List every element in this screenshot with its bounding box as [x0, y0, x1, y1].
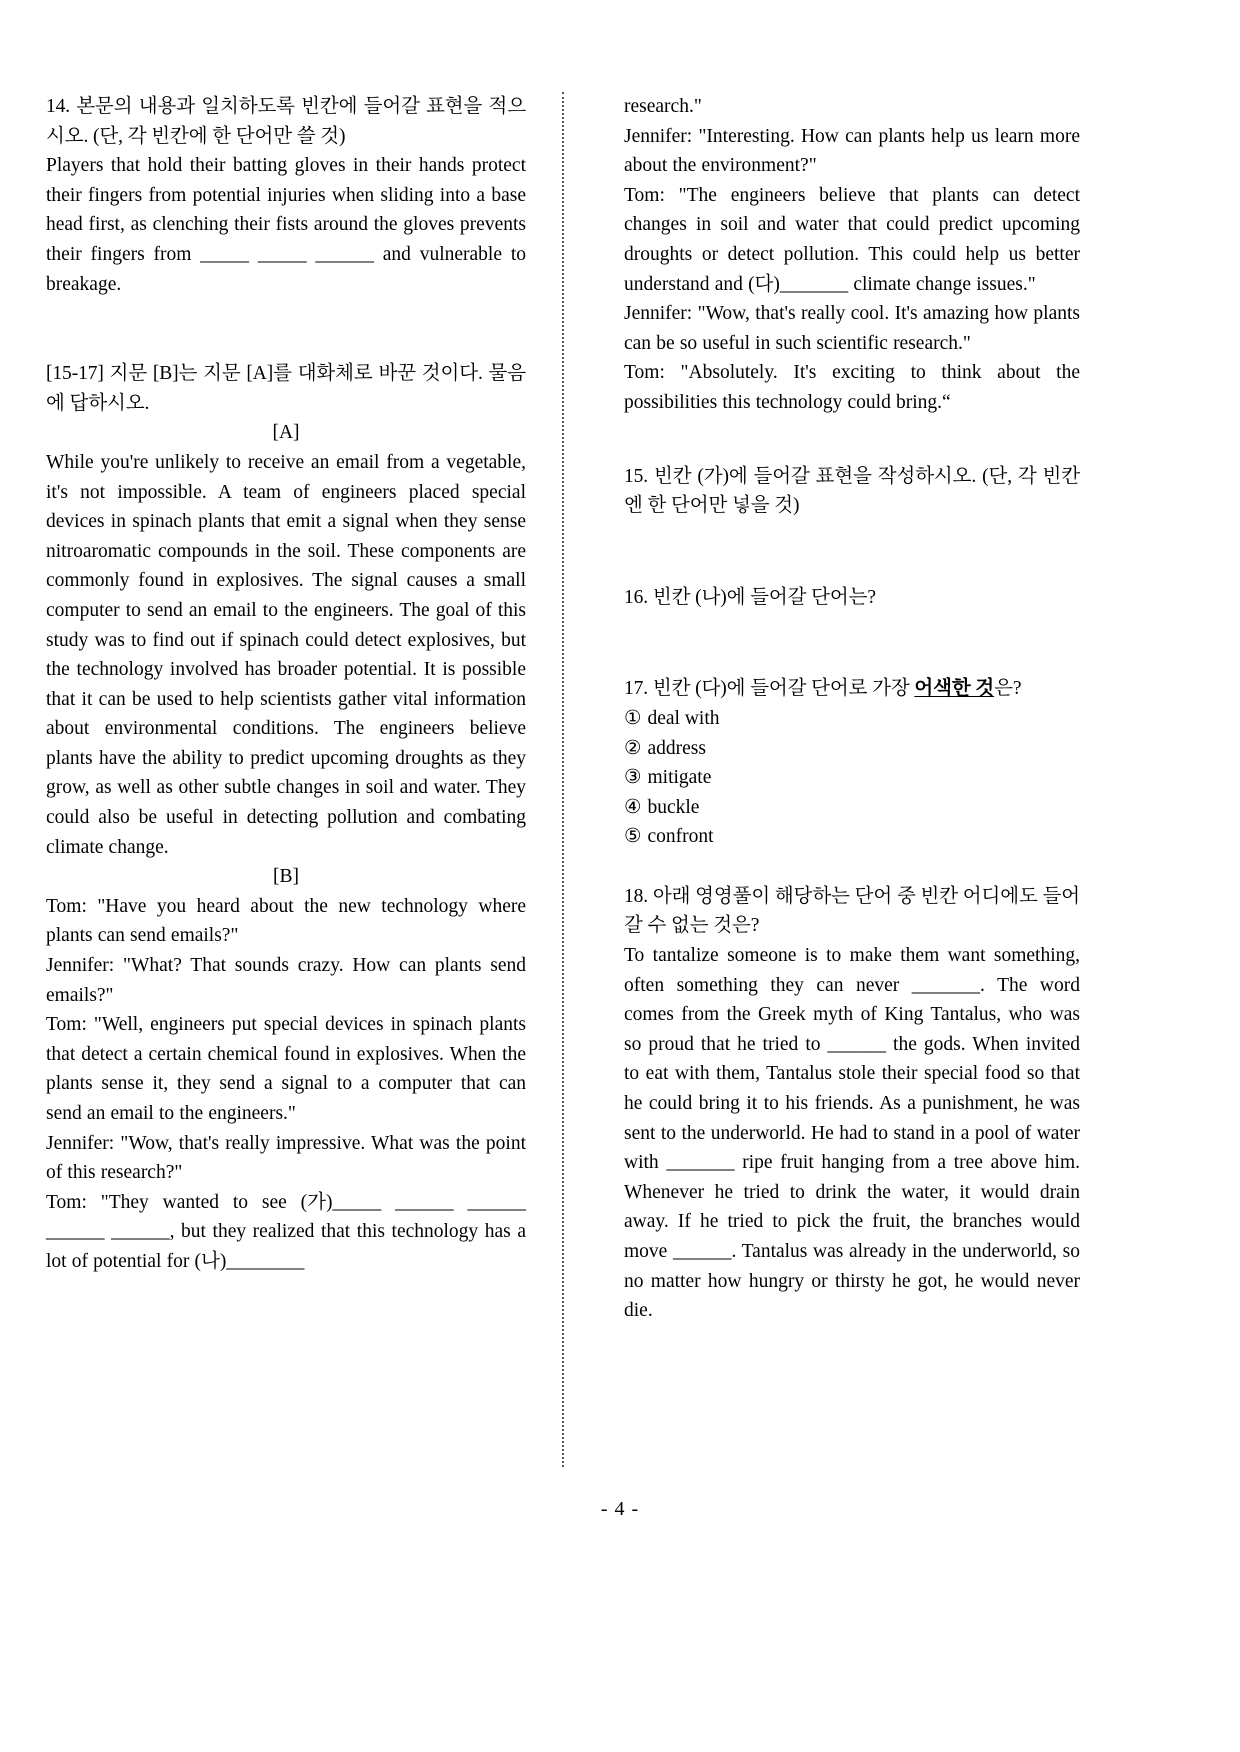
dialogue-line: Jennifer: "Wow, that's really impressive. What was the point of this research?"	[46, 1132, 526, 1184]
dialogue-line: Tom: "Well, engineers put special devices in spinach plants that detect a certain chemical found in explosives. When the plants sense it, they send a signal to a computer that can send an email to the engineers."	[46, 1014, 526, 1124]
answer-space-16[interactable]	[624, 612, 1080, 674]
question-15-prompt: 15. 빈칸 (가)에 들어갈 표현을 작성하시오. (단, 각 빈칸엔 한 단어만 넣을 것)	[624, 465, 1080, 517]
passage-a-label: [A]	[272, 422, 300, 444]
choice-number: ⑤	[624, 826, 642, 848]
question-16-prompt: 16. 빈칸 (나)에 들어갈 단어는?	[624, 586, 876, 608]
question-18-prompt: 18. 아래 영영풀이 해당하는 단어 중 빈칸 어디에도 들어갈 수 없는 것은?	[624, 885, 1080, 937]
choice-number: ④	[624, 796, 642, 818]
page-number: - 4 -	[600, 1498, 640, 1520]
choice-label: buckle	[647, 796, 700, 818]
choice-label: deal with	[647, 707, 720, 729]
choice-option-2[interactable]	[624, 734, 1080, 764]
passage-b-label: [B]	[273, 866, 299, 888]
choice-label: mitigate	[647, 767, 712, 789]
dialogue-line: Tom: "Have you heard about the new technology where plants can send emails?"	[46, 895, 526, 947]
question-14-passage: Players that hold their batting gloves in their hands protect their fingers from potential injuries when sliding into a base head first, as clenching their fists around the gloves prevents their fingers from _____ _____ ______ and vulnerable to breakage.	[46, 155, 526, 295]
question-17-prompt-before: 17. 빈칸 (다)에 들어갈 단어로 가장	[624, 678, 915, 700]
passage-a-text: While you're unlikely to receive an email from a vegetable, it's not impossible. A team of engineers placed special devices in spinach plants that emit a signal when they sense nitroaromatic compounds in the soil. These components are commonly found in explosives. The signal causes a small computer to send an email to the engineers. The goal of this study was to find out if spinach could detect explosives, but the technology involved has broader potential. It is possible that it can be used to help scientists gather vital information about environmental conditions. The engineers believe plants have the ability to predict upcoming droughts as they grow, as well as other subtle changes in soil and water. They could also be useful in detecting pollution and combating climate change.	[46, 451, 526, 858]
spacer	[624, 852, 1080, 882]
dialogue-line: Tom: "They wanted to see (가)_____ ______ ______ ______ ______, but they realized that this technology has a lot of potential for (나)________	[46, 1191, 526, 1272]
dialogue-line: Jennifer: "Wow, that's really cool. It's amazing how plants can be so useful in such scientific research."	[624, 303, 1080, 354]
choice-number: ②	[624, 737, 642, 759]
column-divider	[562, 92, 564, 1467]
dialogue-line: Jennifer: "Interesting. How can plants help us learn more about the environment?"	[624, 125, 1080, 177]
choice-label: address	[647, 737, 706, 759]
spacer	[624, 418, 1080, 462]
choice-option-3[interactable]	[624, 763, 1080, 793]
question-17-emphasis: 어색한 것	[914, 678, 995, 700]
right-column	[590, 92, 1080, 1326]
question-18-passage: To tantalize someone is to make them want something, often something they can never _______. The word comes from the Greek myth of King Tantalus, who was so proud that he tried to ______ the gods. When invited to eat with them, Tantalus stole their special food so that he could bring it to his friends. As a punishment, he was sent to the underworld. He had to stand in a pool of water with _______ ripe fruit hanging from a tree above him. Whenever he tried to drink the water, it would drain away. If he tried to pick the fruit, the branches would move ______. Tantalus was already in the underworld, so no matter how hungry or thirsty he got, he would never die.	[624, 945, 1080, 1322]
question-17-prompt-after: 은?	[994, 678, 1022, 700]
choice-label: confront	[647, 826, 714, 848]
choice-number: ①	[624, 707, 642, 729]
choice-option-4[interactable]	[624, 793, 1080, 823]
question-17-prompt	[624, 674, 1080, 704]
choice-option-1[interactable]	[624, 704, 1080, 734]
choice-option-5[interactable]	[624, 822, 1080, 852]
left-column	[46, 92, 536, 1277]
question-15-17-instruction: [15-17] 지문 [B]는 지문 [A]를 대화체로 바꾼 것이다. 물음에 답하시오.	[46, 363, 526, 414]
question-14-prompt: 14. 본문의 내용과 일치하도록 빈칸에 들어갈 표현을 적으시오. (단, 각 빈칸에 한 단어만 쓸 것)	[46, 96, 526, 147]
spacer	[46, 299, 526, 359]
dialogue-line: Jennifer: "What? That sounds crazy. How can plants send emails?"	[46, 955, 526, 1006]
dialogue-line: research."	[624, 96, 702, 117]
dialogue-line: Tom: "The engineers believe that plants can detect changes in soil and water that could predict upcoming droughts or detect pollution. This could help us better understand and (다)_______ climate change issues."	[624, 184, 1080, 295]
two-column-layout	[46, 92, 1194, 1482]
answer-space-15[interactable]	[624, 521, 1080, 583]
dialogue-line: Tom: "Absolutely. It's exciting to think about the possibilities this technology could bring.“	[624, 362, 1080, 413]
choice-number: ③	[624, 767, 642, 789]
